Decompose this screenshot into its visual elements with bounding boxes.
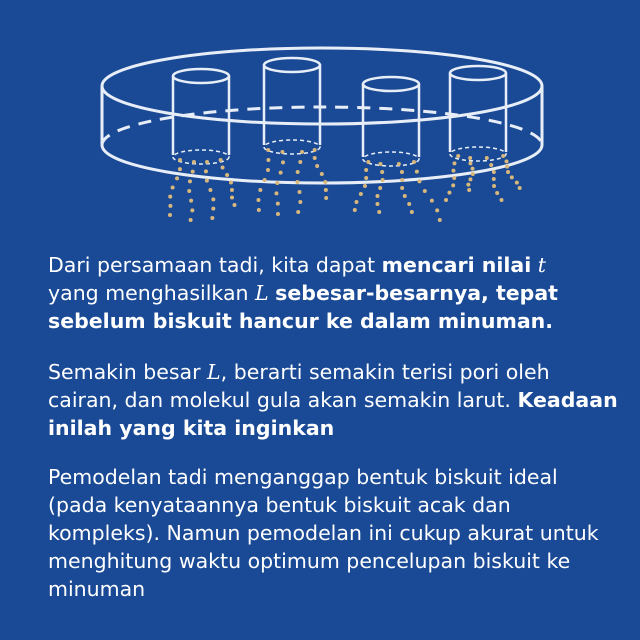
- sugar-dot: [505, 165, 509, 169]
- p1-var-L: L: [255, 281, 269, 305]
- biscuit-pore-diagram: [0, 0, 640, 240]
- sugar-dot: [280, 150, 284, 154]
- sugar-dot: [219, 158, 223, 162]
- sugar-dot: [366, 160, 370, 164]
- sugar-dot: [510, 175, 514, 179]
- sugar-dot: [257, 208, 261, 212]
- sugar-dot: [171, 186, 175, 190]
- sugar-dot: [501, 154, 505, 158]
- sugar-dot: [452, 176, 456, 180]
- sugar-dot: [256, 198, 260, 202]
- sugar-dot: [354, 200, 358, 204]
- sugar-dot: [221, 166, 225, 170]
- p1-bold-1: mencari nilai: [381, 253, 532, 277]
- sugar-dot: [466, 183, 470, 187]
- sugar-dot: [403, 194, 407, 198]
- sugar-dot: [320, 172, 324, 176]
- sugar-dot: [208, 188, 212, 192]
- sugar-dot: [187, 189, 191, 193]
- sugar-dot: [296, 210, 300, 214]
- sugar-dot: [296, 170, 300, 174]
- sugar-dot: [279, 171, 283, 175]
- sugar-dot: [417, 179, 421, 183]
- sugar-dot: [192, 160, 196, 164]
- p1-bold-2: sebesar-besarnya, tepat sebelum biskuit hancur ke dalam minuman.: [48, 281, 558, 333]
- sugar-dot: [168, 213, 172, 217]
- sugar-dot: [378, 186, 382, 190]
- sugar-dot: [506, 170, 510, 174]
- p1-var-t: t: [537, 253, 547, 277]
- sugar-dot: [515, 181, 519, 185]
- sugar-dot: [456, 154, 460, 158]
- sugar-dot: [323, 180, 327, 184]
- sugar-dot: [258, 188, 262, 192]
- sugar-dot: [266, 148, 270, 152]
- sugar-molecule-dots: [168, 148, 522, 222]
- sugar-dot: [275, 181, 279, 185]
- sugar-dot: [407, 202, 411, 206]
- sugar-dot: [189, 199, 193, 203]
- disc-top-ellipse: [102, 48, 542, 124]
- sugar-dot: [211, 197, 215, 201]
- sugar-dot: [489, 163, 493, 167]
- sugar-dot: [492, 170, 496, 174]
- sugar-dot: [204, 169, 208, 173]
- sugar-dot: [190, 208, 194, 212]
- sugar-dot: [451, 183, 455, 187]
- sugar-dot: [266, 158, 270, 162]
- sugar-dot: [263, 178, 267, 182]
- sugar-dot: [298, 200, 302, 204]
- sugar-dot: [397, 162, 401, 166]
- sugar-dot: [266, 168, 270, 172]
- sugar-dot: [188, 179, 192, 183]
- sugar-dot: [178, 167, 182, 171]
- sugar-dot: [468, 161, 472, 165]
- sugar-dot: [295, 180, 299, 184]
- sugar-dot: [471, 167, 475, 171]
- paragraph-2: [48, 358, 618, 442]
- sugar-dot: [400, 186, 404, 190]
- p2-var-L: L: [207, 360, 221, 384]
- p2-text-2: , berarti semakin terisi pori oleh cairan, dan molekul gula akan semakin larut.: [48, 360, 550, 412]
- sugar-dot: [230, 188, 234, 192]
- sugar-dot: [447, 191, 451, 195]
- sugar-dot: [232, 203, 236, 207]
- sugar-dot: [451, 169, 455, 173]
- sugar-dot: [205, 160, 209, 164]
- sugar-dot: [364, 168, 368, 172]
- sugar-dot: [471, 172, 475, 176]
- sugar-dot: [430, 199, 434, 203]
- sugar-dot: [298, 160, 302, 164]
- p1-text-1: Dari persamaan tadi, kita dapat: [48, 253, 382, 277]
- sugar-dot: [377, 210, 381, 214]
- sugar-dot: [412, 160, 416, 164]
- sugar-dot: [444, 198, 448, 202]
- sugar-dot: [400, 170, 404, 174]
- sugar-dot: [400, 178, 404, 182]
- sugar-dot: [364, 176, 368, 180]
- sugar-dot: [313, 156, 317, 160]
- sugar-dot: [468, 177, 472, 181]
- paragraph-3: [48, 463, 618, 603]
- sugar-dot: [375, 194, 379, 198]
- sugar-dot: [229, 181, 233, 185]
- sugar-dot: [375, 202, 379, 206]
- sugar-dot: [467, 188, 471, 192]
- p3-text: Pemodelan tadi menganggap bentuk biskuit ideal (pada kenyataannya bentuk biskuit acak dan kompleks). Namun pemodelan ini cukup akurat untuk menghitung waktu optimum pencelupan biskuit ke minuman: [48, 465, 599, 601]
- sugar-dot: [315, 164, 319, 168]
- sugar-dot: [423, 189, 427, 193]
- sugar-dot: [495, 191, 499, 195]
- sugar-dot: [492, 184, 496, 188]
- sugar-dot: [518, 186, 522, 190]
- sugar-dot: [468, 156, 472, 160]
- sugar-dot: [168, 195, 172, 199]
- sugar-dot: [210, 216, 214, 220]
- sugar-dot: [211, 207, 215, 211]
- sugar-dot: [189, 218, 193, 222]
- sugar-dot: [276, 202, 280, 206]
- sugar-dot: [175, 176, 179, 180]
- sugar-dot: [381, 178, 385, 182]
- sugar-dot: [178, 158, 182, 162]
- sugar-dot: [298, 190, 302, 194]
- p2-bold-1: Keadaan inilah yang kita inginkan: [48, 388, 618, 440]
- sugar-dot: [191, 170, 195, 174]
- sugar-dot: [225, 173, 229, 177]
- sugar-dot: [500, 198, 504, 202]
- sugar-dot: [363, 184, 367, 188]
- sugar-dot: [438, 218, 442, 222]
- sugar-dot: [230, 196, 234, 200]
- sugar-dot: [380, 170, 384, 174]
- sugar-dot: [435, 208, 439, 212]
- p1-text-2: yang menghasilkan: [48, 281, 256, 305]
- sugar-dot: [492, 177, 496, 181]
- sugar-dot: [505, 159, 509, 163]
- sugar-dot: [410, 210, 414, 214]
- sugar-dot: [168, 204, 172, 208]
- sugar-dot: [324, 196, 328, 200]
- sugar-dot: [300, 150, 304, 154]
- sugar-dot: [276, 212, 280, 216]
- disc-bottom-front: [102, 145, 542, 183]
- p2-text-1: Semakin besar: [48, 360, 208, 384]
- sugar-dot: [274, 191, 278, 195]
- sugar-dot: [415, 170, 419, 174]
- sugar-dot: [378, 162, 382, 166]
- sugar-dot: [324, 188, 328, 192]
- sugar-dot: [452, 161, 456, 165]
- sugar-dot: [359, 192, 363, 196]
- sugar-dot: [353, 208, 357, 212]
- sugar-dot: [281, 160, 285, 164]
- paragraph-1: [48, 251, 618, 335]
- sugar-dot: [205, 179, 209, 183]
- sugar-dot: [313, 148, 317, 152]
- sugar-dot: [485, 156, 489, 160]
